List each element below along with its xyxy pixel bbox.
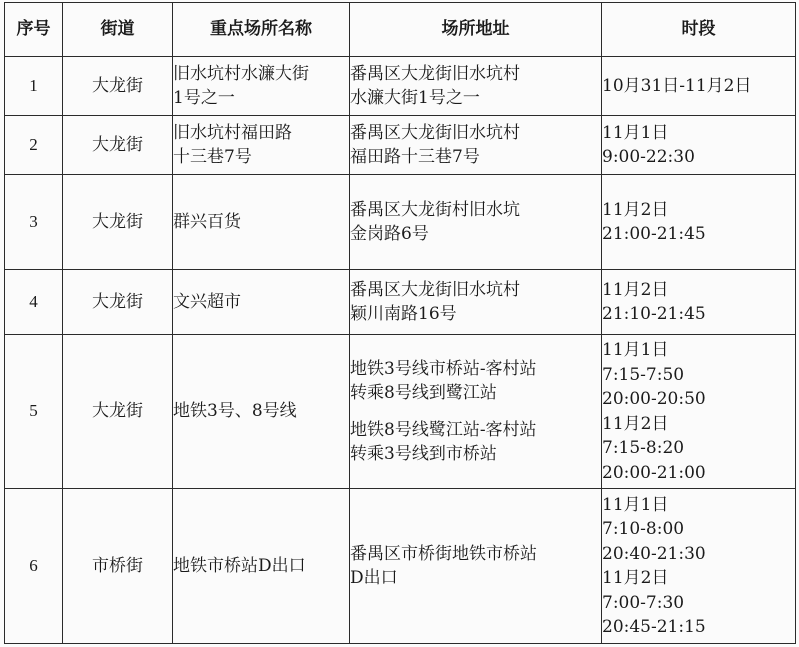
address-line: 番禺区大龙街村旧水坑 — [350, 199, 520, 220]
cell-street: 大龙街 — [63, 175, 173, 270]
address-line: 金岗路6号 — [350, 224, 429, 244]
address-line: 番禺区大龙街旧水坑村 — [350, 279, 520, 300]
address-line: 颖川南路16号 — [350, 304, 457, 324]
address-gap — [350, 406, 601, 418]
place-line: 旧水坑村福田路 — [173, 122, 292, 143]
table-row — [5, 270, 796, 335]
period-line: 9:00-22:30 — [602, 147, 695, 167]
address-line: 番禺区大龙街旧水坑村 — [350, 63, 520, 84]
period-line: 7:15-8:20 — [602, 438, 685, 458]
cell-period — [602, 116, 796, 175]
table-row — [5, 335, 796, 489]
cell-no: 5 — [5, 335, 63, 489]
header-place: 重点场所名称 — [173, 3, 350, 57]
cell-place — [173, 489, 350, 644]
period-line: 11月1日 — [602, 494, 669, 515]
cell-no: 4 — [5, 270, 63, 335]
period-line: 21:10-21:45 — [602, 304, 706, 324]
period-line: 7:10-8:00 — [602, 519, 685, 539]
place-line: 地铁市桥站D出口 — [173, 555, 306, 576]
cell-no: 3 — [5, 175, 63, 270]
cell-street: 大龙街 — [63, 270, 173, 335]
place-line: 群兴百货 — [173, 211, 241, 232]
address-line: 地铁8号线鹭江站-客村站 — [350, 419, 537, 440]
period-line: 11月1日 — [602, 340, 669, 360]
table-row — [5, 116, 796, 175]
venue-schedule-table — [4, 2, 796, 644]
period-line: 20:45-21:15 — [602, 617, 706, 637]
cell-period — [602, 335, 796, 489]
period-line: 11月2日 — [602, 279, 669, 300]
cell-street: 大龙街 — [63, 116, 173, 175]
place-line: 十三巷7号 — [173, 147, 252, 167]
cell-address — [350, 175, 602, 270]
period-line: 11月2日 — [602, 568, 669, 588]
cell-period — [602, 175, 796, 270]
table-row — [5, 489, 796, 644]
cell-place — [173, 335, 350, 489]
cell-street: 大龙街 — [63, 57, 173, 116]
cell-street: 市桥街 — [63, 489, 173, 644]
cell-place — [173, 270, 350, 335]
header-period: 时段 — [602, 3, 796, 57]
cell-address — [350, 335, 602, 489]
address-line: 转乘8号线到鹭江站 — [350, 383, 497, 403]
address-line: 番禺区大龙街旧水坑村 — [350, 122, 520, 143]
period-line: 20:00-20:50 — [602, 389, 706, 409]
cell-address — [350, 270, 602, 335]
period-line: 11月1日 — [602, 122, 669, 143]
cell-address — [350, 489, 602, 644]
place-line: 地铁3号、8号线 — [173, 401, 297, 422]
header-street: 街道 — [63, 3, 173, 57]
period-line: 11月2日 — [602, 199, 669, 220]
address-line: 水濂大街1号之一 — [350, 88, 480, 108]
header-no: 序号 — [5, 3, 63, 57]
place-line: 旧水坑村水濂大街 — [173, 63, 309, 84]
address-line: 地铁3号线市桥站-客村站 — [350, 358, 537, 379]
cell-period — [602, 270, 796, 335]
address-line: 福田路十三巷7号 — [350, 147, 480, 167]
period-line: 7:15-7:50 — [602, 364, 685, 385]
cell-period — [602, 57, 796, 116]
table-row — [5, 175, 796, 270]
cell-no: 6 — [5, 489, 63, 644]
period-line: 20:00-21:00 — [602, 462, 706, 483]
address-line: D出口 — [350, 568, 398, 588]
cell-address — [350, 57, 602, 116]
cell-street: 大龙街 — [63, 335, 173, 489]
period-line: 20:40-21:30 — [602, 543, 706, 564]
cell-place — [173, 175, 350, 270]
period-line: 11月2日 — [602, 413, 669, 434]
address-line: 转乘3号线到市桥站 — [350, 444, 497, 464]
period-line: 7:00-7:30 — [602, 592, 685, 613]
address-line: 番禺区市桥街地铁市桥站 — [350, 543, 537, 564]
place-line: 1号之一 — [173, 88, 235, 108]
place-line: 文兴超市 — [173, 291, 241, 312]
header-address: 场所地址 — [350, 3, 602, 57]
cell-place — [173, 57, 350, 116]
cell-no: 1 — [5, 57, 63, 116]
cell-period — [602, 489, 796, 644]
period-line: 10月31日-11月2日 — [602, 75, 752, 96]
cell-no: 2 — [5, 116, 63, 175]
period-line: 21:00-21:45 — [602, 224, 706, 244]
table-header-row — [5, 3, 796, 57]
cell-address — [350, 116, 602, 175]
cell-place — [173, 116, 350, 175]
table-row — [5, 57, 796, 116]
